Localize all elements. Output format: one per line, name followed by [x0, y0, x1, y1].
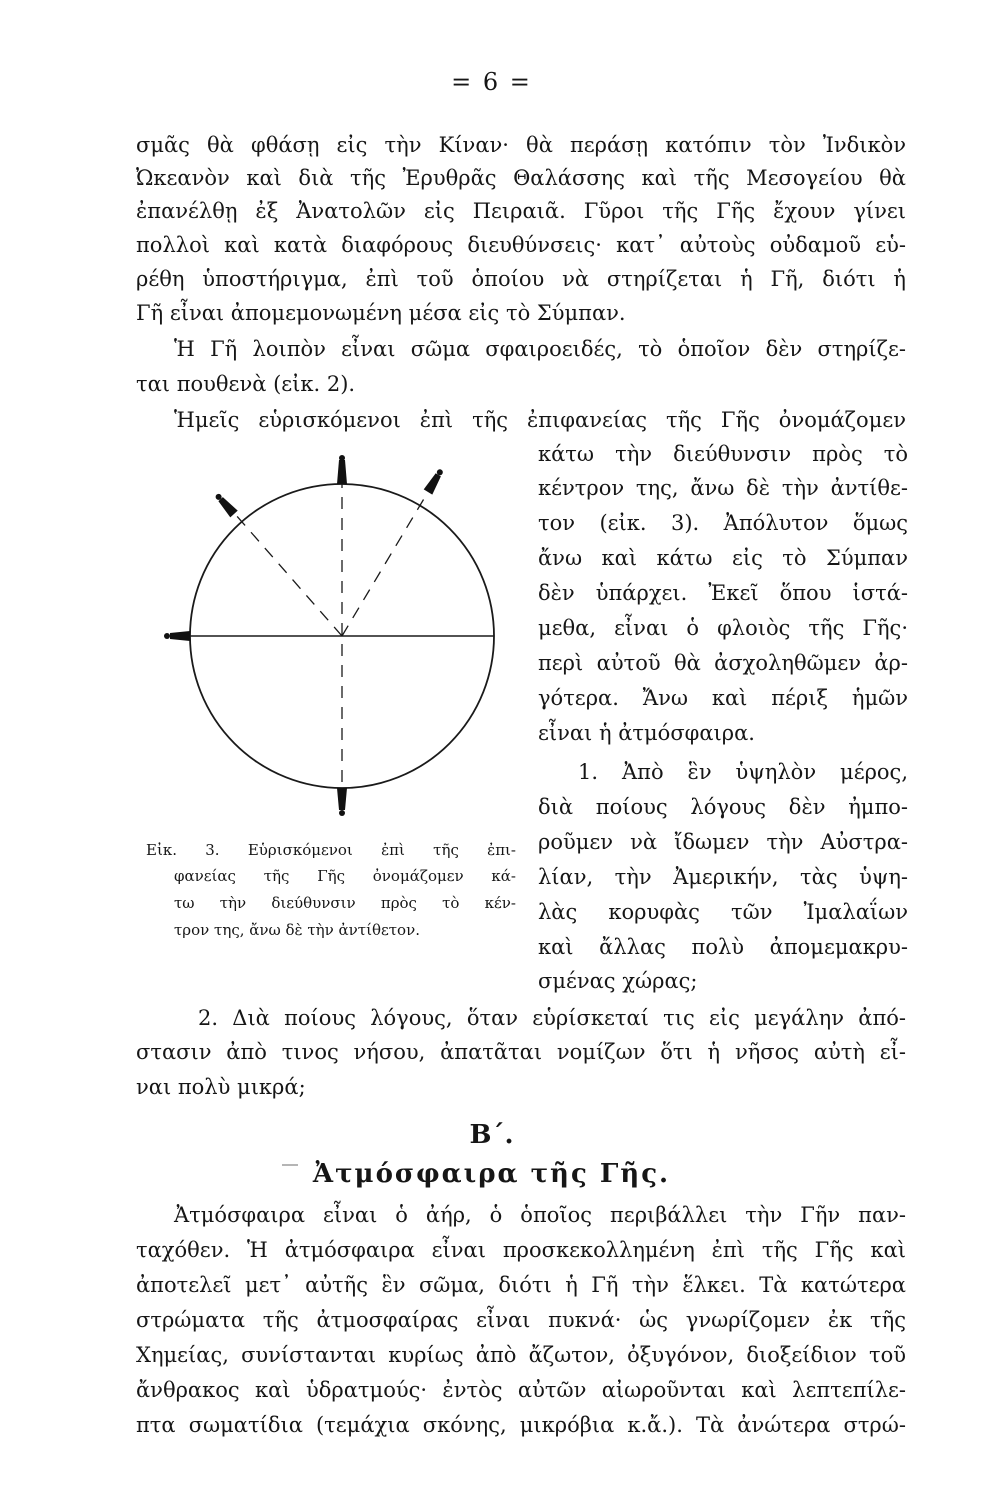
figure-caption-line: Εἰκ. 3. Εὑρισκόμενοι ἐπὶ τῆς ἐπι-: [146, 841, 516, 859]
atmosphere-line: ἀποτελεῖ μετ᾽ αὐτῆς ἓν σῶμα, διότι ἡ Γῆ τὴν ἕλκει. Τὰ κατώτερα: [136, 1273, 906, 1297]
body-line: ρέθη ὑποστήριγμα, ἐπὶ τοῦ ὁποίου νὰ στηρίζεται ἡ Γῆ, διότι ἡ: [136, 267, 906, 291]
person-upper-right-icon: [424, 467, 446, 494]
person-bottom-icon: [337, 788, 347, 816]
atmosphere-line: Ἀτμόσφαιρα εἶναι ὁ ἀήρ, ὁ ὁποῖος περιβάλλει τὴν Γῆν παν-: [174, 1203, 906, 1227]
left-direction-line: [235, 514, 342, 636]
question-line: ναι πολὺ μικρά;: [136, 1075, 306, 1099]
column-line: γότερα. Ἄνω καὶ πέριξ ἡμῶν: [538, 686, 908, 710]
question-line: 1. Ἀπὸ ἓν ὑψηλὸν μέρος,: [578, 760, 908, 784]
question-line: καὶ ἄλλας πολὺ ἀπομεμακρυ-: [538, 935, 908, 959]
question-line: ροῦμεν νὰ ἴδωμεν τὴν Αὐστρα-: [538, 830, 908, 854]
column-line: μεθα, εἶναι ὁ φλοιὸς τῆς Γῆς·: [538, 616, 908, 640]
atmosphere-line: Χημείας, συνίστανται κυρίως ἀπὸ ἄζωτον, ὀξυγόνον, διοξείδιον τοῦ: [136, 1343, 906, 1367]
column-line: τον (εἰκ. 3). Ἀπόλυτον ὅμως: [538, 511, 908, 535]
section-letter: Β΄.: [469, 1120, 514, 1150]
body-line: Γῆ εἶναι ἀπομεμονωμένη μέσα εἰς τὸ Σύμπαν.: [136, 301, 626, 325]
atmosphere-line: ἄνθρακος καὶ ὑδρατμούς· ἐντὸς αὐτῶν αἰωροῦνται καὶ λεπτεπίλε-: [136, 1378, 906, 1402]
column-line: εἶναι ἡ ἀτμόσφαιρα.: [538, 721, 755, 745]
body-line: ται πουθενὰ (εἰκ. 2).: [136, 372, 356, 396]
body-line: Ἡμεῖς εὑρισκόμενοι ἐπὶ τῆς ἐπιφανείας τῆς Γῆς ὀνομάζομεν: [174, 408, 906, 432]
body-line: πολλοὶ καὶ κατὰ διαφόρους διευθύνσεις· κατ᾽ αὐτοὺς οὐδαμοῦ εὑ-: [136, 233, 906, 257]
person-upper-left-icon: [213, 491, 238, 517]
question-line: λίαν, τὴν Ἀμερικήν, τὰς ὑψη-: [538, 865, 908, 889]
section-title: Ἀτμόσφαιρα τῆς Γῆς.: [312, 1159, 671, 1189]
person-left-icon: [164, 631, 190, 641]
column-line: κέντρον της, ἄνω δὲ τὴν ἀντίθε-: [538, 476, 908, 500]
column-line: κάτω τὴν διεύθυνσιν πρὸς τὸ: [538, 442, 908, 466]
question-line: διὰ ποίους λόγους δὲν ἠμπο-: [538, 795, 908, 819]
figure-caption-line: τω τὴν διεύθυνσιν πρὸς τὸ κέν-: [174, 894, 516, 912]
body-line: Ὠκεανὸν καὶ διὰ τῆς Ἐρυθρᾶς Θαλάσσης καὶ τῆς Μεσογείου θὰ: [136, 166, 906, 190]
right-direction-line: [342, 492, 428, 636]
column-line: δὲν ὑπάρχει. Ἐκεῖ ὅπου ἱστά-: [538, 581, 908, 605]
question-line: στασιν ἀπὸ τινος νήσου, ἀπατᾶται νομίζων ὅτι ἡ νῆσος αὐτὴ εἶ-: [136, 1040, 906, 1064]
body-line: Ἡ Γῆ λοιπὸν εἶναι σῶμα σφαιροειδές, τὸ ὁποῖον δὲν στηρίζε-: [174, 337, 906, 361]
figure-caption-line: φανείας τῆς Γῆς ὀνομάζομεν κά-: [174, 867, 516, 885]
page-number: = 6 =: [451, 68, 532, 96]
column-line: περὶ αὐτοῦ θὰ ἀσχοληθῶμεν ἀρ-: [538, 651, 908, 675]
question-line: λὰς κορυφὰς τῶν Ἰμαλαΐων: [538, 900, 908, 924]
question-line: σμένας χώρας;: [538, 969, 698, 993]
question-line: 2. Διὰ ποίους λόγους, ὅταν εὑρίσκεταί τις εἰς μεγάλην ἀπό-: [198, 1006, 906, 1030]
figure-caption-line: τρον της, ἄνω δὲ τὴν ἀντίθετον.: [174, 921, 420, 939]
column-line: ἄνω καὶ κάτω εἰς τὸ Σύμπαν: [538, 546, 908, 570]
atmosphere-line: ταχόθεν. Ἡ ἀτμόσφαιρα εἶναι προσκεκολλημένη ἐπὶ τῆς Γῆς καὶ: [136, 1238, 906, 1262]
atmosphere-line: στρώματα τῆς ἀτμοσφαίρας εἶναι πυκνά· ὡς γνωρίζομεν ἐκ τῆς: [136, 1308, 906, 1332]
body-line: ἐπανέλθῃ ἐξ Ἀνατολῶν εἰς Πειραιᾶ. Γῦροι τῆς Γῆς ἔχουν γίνει: [136, 199, 906, 223]
atmosphere-line: πτα σωματίδια (τεμάχια σκόνης, μικρόβια κ.ἄ.). Τὰ ἀνώτερα στρώ-: [136, 1413, 906, 1437]
earth-directions-figure: [160, 452, 520, 832]
person-top-icon: [337, 455, 347, 484]
body-line: σμᾶς θὰ φθάσῃ εἰς τὴν Κίναν· θὰ περάσῃ κατόπιν τὸν Ἰνδικὸν: [136, 133, 906, 157]
